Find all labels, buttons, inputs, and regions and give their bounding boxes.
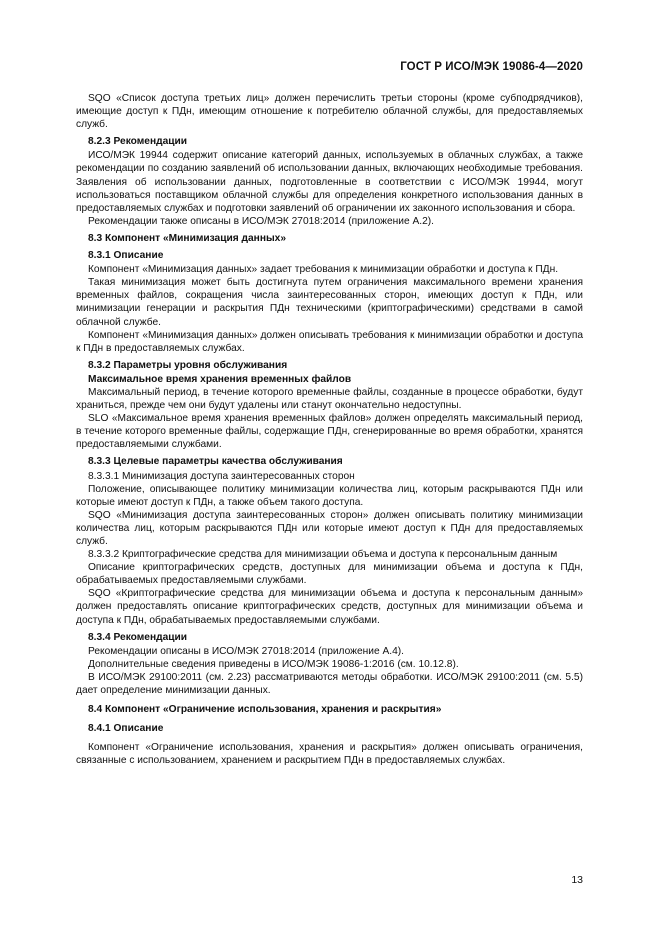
paragraph: SQO «Криптографические средства для минимизации объема и доступа к персональным данным» должен предоставлять описание криптографических средств, доступных для минимизации объема и доступа к ПДн, обрабатываемых предоставляемыми службами. bbox=[76, 588, 583, 626]
paragraph: SQO «Минимизация доступа заинтересованных сторон» должен описывать политику минимизации количества лиц, которым раскрываются ПДн или которые имеют доступ к ПДн для предоставляемых служб. bbox=[76, 509, 583, 547]
paragraph: Положение, описывающее политику минимизации количества лиц, которым раскрываются ПДн или которые имеют доступ к ПДн, а также объем такого доступа. bbox=[76, 483, 583, 508]
paragraph: Описание криптографических средств, доступных для минимизации объема и доступа к ПДн, обрабатываемых предоставляемыми службами. bbox=[76, 562, 583, 587]
paragraph: Компонент «Минимизация данных» задает требования к минимизации обработки и доступа к ПДн. bbox=[88, 264, 559, 276]
subsection-heading: Максимальное время хранения временных файлов bbox=[88, 373, 352, 385]
section-heading: 8.4 Компонент «Ограничение использования, хранения и раскрытия» bbox=[88, 704, 442, 716]
paragraph: Такая минимизация может быть достигнута путем ограничения максимального времени хранения временных файлов, сокращения числа заинтересованных сторон, имеющих доступ к ПДн, или минимизации генерации и раскрытия ПДн техническими (криптографическими) средствами в самой облачной службе. bbox=[76, 277, 583, 328]
section-heading: 8.3.1 Описание bbox=[88, 250, 164, 262]
clause-heading: 8.3.3.2 Криптографические средства для минимизации объема и доступа к персональным данным bbox=[88, 549, 558, 561]
paragraph: В ИСО/МЭК 29100:2011 (см. 2.23) рассматриваются методы обработки. ИСО/МЭК 29100:2011 (см. 5.5) дает определение минимизации данных. bbox=[76, 671, 583, 697]
standard-header: ГОСТ Р ИСО/МЭК 19086-4—2020 bbox=[400, 61, 583, 73]
page-number: 13 bbox=[571, 874, 583, 886]
clause-heading: 8.3.3.1 Минимизация доступа заинтересованных сторон bbox=[88, 470, 355, 482]
paragraph: Компонент «Ограничение использования, хранения и раскрытия» должен описывать ограничения, связанные с использованием, хранением и раскрытием ПДн в предоставляемых службах. bbox=[76, 742, 583, 767]
paragraph: Дополнительные сведения приведены в ИСО/МЭК 19086-1:2016 (см. 10.12.8). bbox=[88, 658, 459, 670]
section-heading: 8.3.2 Параметры уровня обслуживания bbox=[88, 359, 288, 371]
paragraph: Максимальный период, в течение которого временные файлы, созданные в процессе обработки, будут храниться, прежде чем они будут удалены или станут окончательно недоступны. bbox=[76, 386, 583, 412]
paragraph: SQO «Список доступа третьих лиц» должен перечислить третьи стороны (кроме субподрядчиков), имеющие доступ к ПДн, имеющим отношение к потребителю облачной службы, для предоставляемых служб. bbox=[76, 93, 583, 131]
paragraph: Рекомендации также описаны в ИСО/МЭК 27018:2014 (приложение А.2). bbox=[88, 215, 434, 227]
paragraph: SLO «Максимальное время хранения временных файлов» должен определять максимальный период, в течение которого временные файлы, содержащие ПДн, сгенерированные во время обработки, хранятся предоставляемыми службами. bbox=[76, 413, 583, 451]
section-heading: 8.3.3 Целевые параметры качества обслуживания bbox=[88, 456, 343, 468]
section-heading: 8.2.3 Рекомендации bbox=[88, 136, 188, 148]
section-heading: 8.3 Компонент «Минимизация данных» bbox=[88, 232, 286, 244]
document-body bbox=[76, 92, 583, 768]
paragraph: Рекомендации описаны в ИСО/МЭК 27018:2014 (приложение А.4). bbox=[88, 645, 404, 657]
paragraph: ИСО/МЭК 19944 содержит описание категорий данных, используемых в облачных службах, а также рекомендации по созданию заявлений об использовании данных, включающих необходимые требования. Заявления об использовании данных, подготовленные в соответствии с ИСО/МЭК 19944, могут использоваться поставщиком облачной службы для определения конкретного использования данных в предоставляемых службах и подготовки заявлений об ограничении их законного использования и сбора. bbox=[76, 150, 583, 214]
section-heading: 8.4.1 Описание bbox=[88, 723, 164, 735]
section-heading: 8.3.4 Рекомендации bbox=[88, 631, 188, 643]
paragraph: Компонент «Минимизация данных» должен описывать требования к минимизации обработки и доступа к ПДн в предоставляемых службах. bbox=[76, 329, 583, 354]
